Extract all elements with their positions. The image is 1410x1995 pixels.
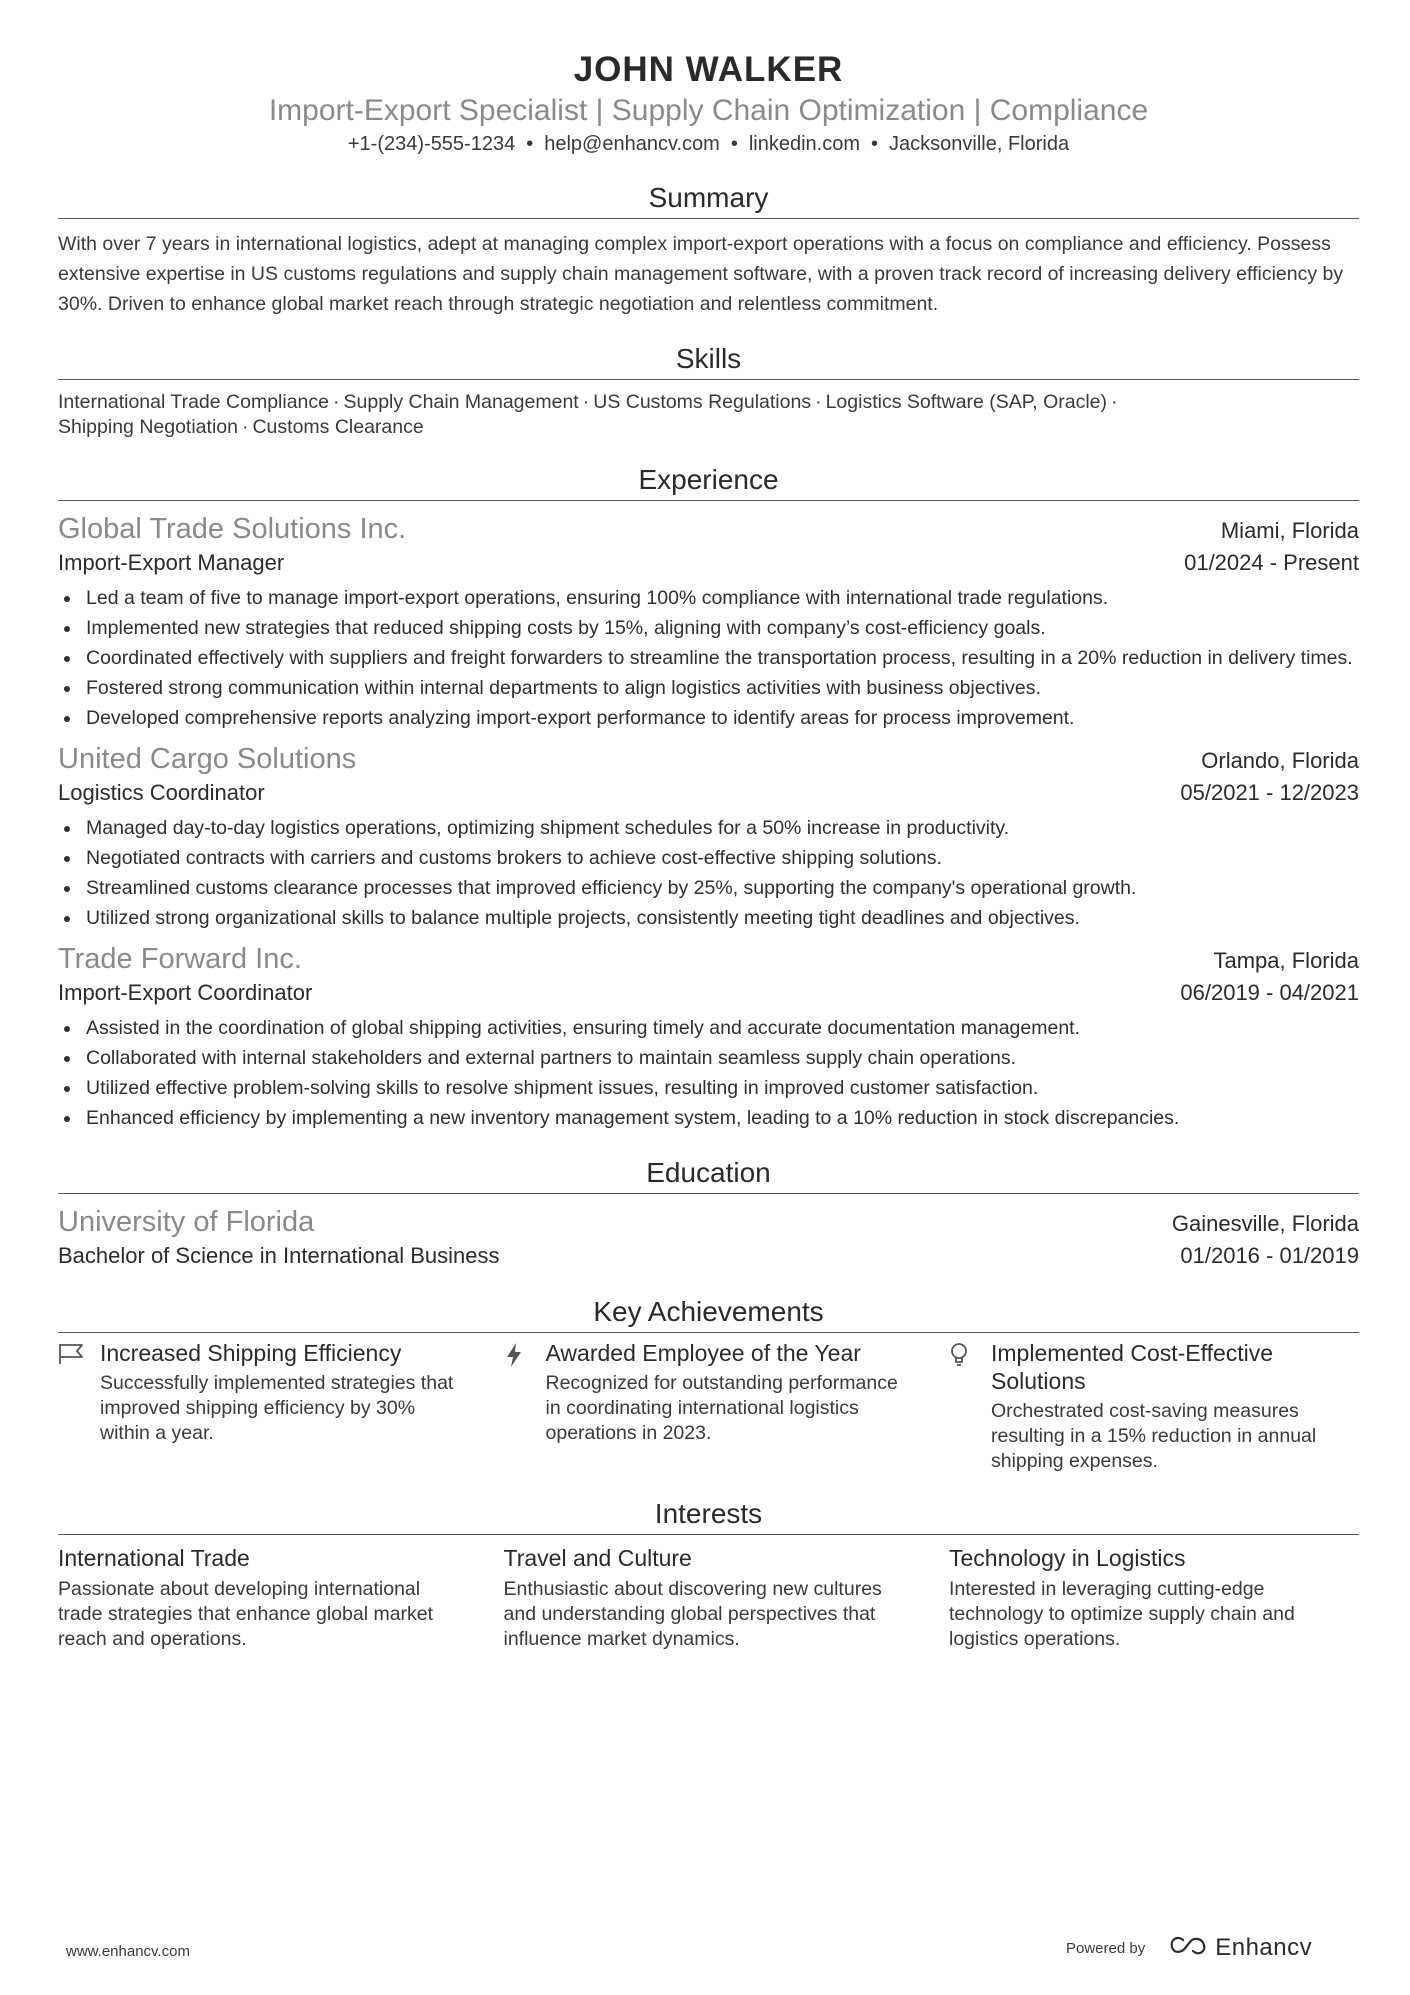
skill-separator: · — [582, 391, 590, 413]
separator-dot-icon: • — [730, 133, 738, 155]
separator-dot-icon: • — [871, 133, 879, 155]
school-name: University of Florida — [58, 1206, 315, 1238]
location-text: Jacksonville, Florida — [889, 133, 1070, 155]
skill-separator: · — [241, 416, 249, 438]
lightning-icon — [504, 1339, 546, 1474]
phone-text: +1-(234)-555-1234 — [347, 133, 516, 155]
bullet-item: Assisted in the coordination of global shipping activities, ensuring timely and accurate documentation management. — [58, 1013, 1359, 1043]
job-title: Import-Export Coordinator — [58, 980, 313, 1005]
resume-header — [58, 48, 1359, 158]
enhancv-logo-icon — [1169, 1936, 1207, 1961]
interest-item — [949, 1543, 1359, 1652]
interest-title: International Trade — [58, 1545, 250, 1571]
summary-section — [58, 180, 1359, 319]
job-location: Orlando, Florida — [1201, 748, 1359, 773]
experience-entry — [58, 941, 1359, 1133]
company-name: United Cargo Solutions — [58, 743, 357, 775]
achievement-title: Increased Shipping Efficiency — [100, 1340, 402, 1366]
job-dates: 05/2021 - 12/2023 — [1180, 780, 1359, 805]
interest-title: Travel and Culture — [503, 1545, 692, 1571]
interest-title: Technology in Logistics — [949, 1545, 1186, 1571]
skill-item: Customs Clearance — [252, 416, 424, 438]
job-title: Logistics Coordinator — [58, 780, 265, 805]
section-title-interests: Interests — [58, 1496, 1359, 1535]
achievement-desc: Recognized for outstanding performance in coordinating international logistics operations in 2023. — [545, 1372, 898, 1444]
achievement-title: Awarded Employee of the Year — [545, 1340, 861, 1366]
bullet-item: Streamlined customs clearance processes that improved efficiency by 25%, supporting the company's operational growth. — [58, 873, 1359, 903]
bullet-item: Implemented new strategies that reduced shipping costs by 15%, aligning with company’s cost-efficiency goals. — [58, 613, 1359, 643]
candidate-headline: Import-Export Specialist | Supply Chain Optimization | Compliance — [268, 94, 1149, 127]
achievement-desc: Orchestrated cost-saving measures resulting in a 15% reduction in annual shipping expenses. — [991, 1400, 1317, 1472]
interest-desc: Passionate about developing international trade strategies that enhance global market reach and operations. — [58, 1578, 434, 1650]
skill-item: Shipping Negotiation — [58, 416, 238, 438]
candidate-name: JOHN WALKER — [573, 50, 844, 89]
bullet-item: Coordinated effectively with suppliers and freight forwarders to streamline the transportation process, resulting in a 20% reduction in delivery times. — [58, 643, 1359, 673]
summary-text: With over 7 years in international logistics, adept at managing complex import-export operations with a focus on compliance and efficiency. Possess extensive expertise in US customs regulations and supply chain management software, with a proven track record of increasing delivery efficiency by 30%. Driven to enhance global market reach through strategic negotiation and relentless commitment. — [58, 233, 1344, 315]
company-name: Trade Forward Inc. — [58, 943, 302, 975]
skill-item: Supply Chain Management — [343, 391, 579, 413]
achievement-item — [58, 1339, 468, 1474]
skills-section — [58, 341, 1359, 440]
achievement-item — [949, 1339, 1359, 1474]
education-section — [58, 1155, 1359, 1272]
job-location: Miami, Florida — [1220, 518, 1359, 543]
skills-list — [58, 390, 1359, 440]
bullet-item: Fostered strong communication within internal departments to align logistics activities with business objectives. — [58, 673, 1359, 703]
education-entry — [58, 1204, 1359, 1272]
section-title-achievements: Key Achievements — [58, 1294, 1359, 1333]
email-link[interactable]: help@enhancv.com — [544, 133, 720, 155]
footer-brand — [1066, 1934, 1312, 1962]
bullet-item: Developed comprehensive reports analyzing import-export performance to identify areas for process improvement. — [58, 703, 1359, 733]
achievements-section — [58, 1294, 1359, 1474]
achievement-item — [504, 1339, 914, 1474]
job-dates: 06/2019 - 04/2021 — [1180, 980, 1359, 1005]
resume-page — [58, 48, 1359, 1652]
company-name: Global Trade Solutions Inc. — [58, 513, 407, 545]
interest-item — [58, 1543, 468, 1652]
skill-separator: · — [815, 391, 822, 413]
section-title-education: Education — [58, 1155, 1359, 1194]
bullet-item: Led a team of five to manage import-export operations, ensuring 100% compliance with international trade regulations. — [58, 583, 1359, 613]
job-title: Import-Export Manager — [58, 550, 285, 575]
interests-section — [58, 1496, 1359, 1652]
education-dates: 01/2016 - 01/2019 — [1180, 1243, 1359, 1268]
skill-separator: · — [333, 391, 340, 413]
bullet-item: Collaborated with internal stakeholders and external partners to maintain seamless supply chain operations. — [58, 1043, 1359, 1073]
separator-dot-icon: • — [526, 133, 534, 155]
linkedin-link[interactable]: linkedin.com — [748, 133, 861, 155]
job-bullets — [58, 583, 1359, 733]
section-title-summary: Summary — [58, 180, 1359, 219]
skill-item: Logistics Software (SAP, Oracle) — [825, 391, 1107, 413]
bullet-item: Utilized strong organizational skills to balance multiple projects, consistently meeting tight deadlines and objectives. — [58, 903, 1359, 933]
section-title-experience: Experience — [58, 462, 1359, 501]
contact-line — [58, 130, 1359, 158]
lightbulb-icon — [949, 1339, 991, 1474]
bullet-item: Negotiated contracts with carriers and customs brokers to achieve cost-effective shipping solutions. — [58, 843, 1359, 873]
bullet-item: Enhanced efficiency by implementing a new inventory management system, leading to a 10% reduction in stock discrepancies. — [58, 1103, 1359, 1133]
job-bullets — [58, 1013, 1359, 1133]
school-location: Gainesville, Florida — [1171, 1211, 1359, 1236]
degree-title: Bachelor of Science in International Business — [58, 1243, 500, 1268]
experience-entry — [58, 741, 1359, 933]
job-bullets — [58, 813, 1359, 933]
skill-item: US Customs Regulations — [593, 391, 812, 413]
flag-icon — [58, 1339, 100, 1474]
achievement-title: Implemented Cost-Effective Solutions — [991, 1340, 1274, 1394]
job-dates: 01/2024 - Present — [1184, 550, 1359, 575]
powered-by-label: Powered by — [1066, 1939, 1146, 1957]
interest-desc: Interested in leveraging cutting-edge technology to optimize supply chain and logistics operations. — [949, 1578, 1295, 1650]
job-location: Tampa, Florida — [1213, 948, 1359, 973]
bullet-item: Managed day-to-day logistics operations, optimizing shipment schedules for a 50% increase in productivity. — [58, 813, 1359, 843]
skill-item: International Trade Compliance — [58, 391, 329, 413]
interest-desc: Enthusiastic about discovering new cultures and understanding global perspectives that influence market dynamics. — [503, 1578, 882, 1650]
enhancv-brand-name[interactable]: Enhancv — [1215, 1934, 1313, 1961]
section-title-skills: Skills — [58, 341, 1359, 380]
achievement-desc: Successfully implemented strategies that improved shipping efficiency by 30% within a year. — [100, 1372, 454, 1444]
experience-entry — [58, 511, 1359, 733]
interest-item — [504, 1543, 914, 1652]
skill-separator: · — [1111, 391, 1118, 413]
footer-website-link[interactable]: www.enhancv.com — [66, 1943, 190, 1960]
bullet-item: Utilized effective problem-solving skills to resolve shipment issues, resulting in improved customer satisfaction. — [58, 1073, 1359, 1103]
experience-section — [58, 462, 1359, 1133]
